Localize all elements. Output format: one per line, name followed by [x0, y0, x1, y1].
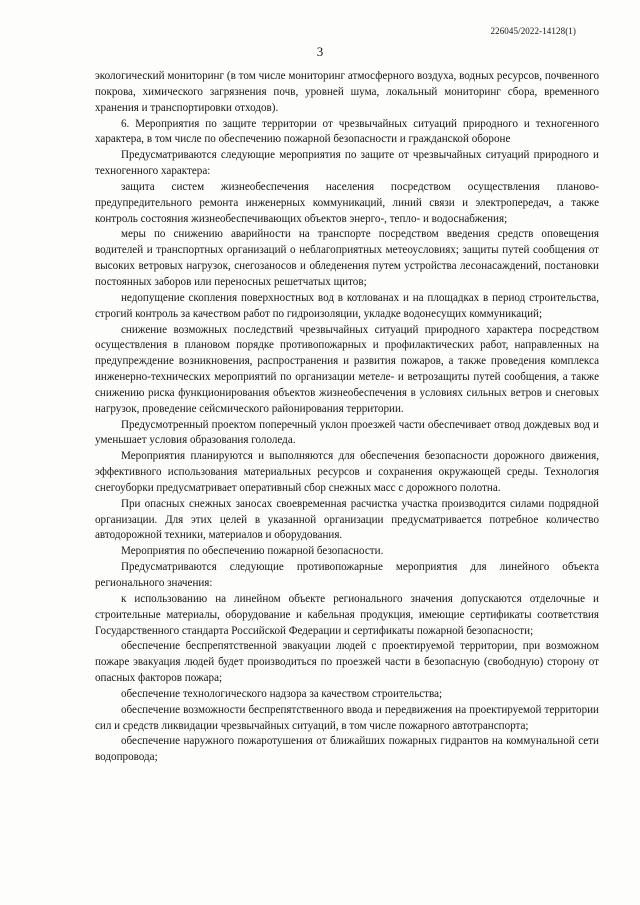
document-body	[95, 69, 599, 766]
paragraph: обеспечение беспрепятственной эвакуации людей с проектируемой территории, при возможном пожаре эвакуация людей будет производиться по проезжей части в безопасную (свободную) сторону от опасных факторов пожара;	[95, 640, 599, 685]
paragraph: Предусматриваются следующие мероприятия по защите от чрезвычайных ситуаций природного и техногенного характера:	[95, 149, 599, 178]
paragraph: Мероприятия планируются и выполняются для обеспечения безопасности дорожного движения, эффективного использования материальных ресурсов и сохранения окружающей среды. Технология снегоуборки предусматривает оперативный сбор снежных масс с дорожного полотна.	[95, 450, 599, 494]
paragraph: обеспечение возможности беспрепятственного ввода и передвижения на проектируемой территории сил и средств ликвидации чрезвычайных ситуаций, в том числе пожарного автотранспорта;	[95, 703, 599, 732]
paragraph-continuation: экологический мониторинг (в том числе мониторинг атмосферного воздуха, водных ресурсов, почвенного покрова, химического загрязнения почв, уровней шума, локальный мониторинг сбора, временного хранения и транспортировки отходов).	[95, 70, 599, 114]
page-number: 3	[316, 44, 324, 59]
paragraph: меры по снижению аварийности на транспорте посредством введения средств оповещения водителей и транспортных организаций о неблагоприятных метеоусловиях; защиты путей сообщения от высоких ветровых нагрузок, снегозаносов и обледенения путем устройства лесонасаждений, постановки постоянных заборов или переносных решетчатых щитов;	[95, 228, 599, 288]
paragraph: обеспечение технологического надзора за качеством строительства;	[121, 687, 443, 700]
section-heading: 6. Мероприятия по защите территории от чрезвычайных ситуаций природного и техногенного характера, в том числе по обеспечению пожарной безопасности и гражданской обороне	[95, 117, 599, 146]
paragraph: обеспечение наружного пожаротушения от ближайших пожарных гидрантов на коммунальной сети водопровода;	[95, 735, 599, 764]
paragraph: Предусматриваются следующие противопожарные мероприятия для линейного объекта регионального значения:	[95, 561, 599, 589]
paragraph: снижение возможных последствий чрезвычайных ситуаций природного характера посредством осуществления в плановом порядке противопожарных и профилактических работ, направленных на предупреждение возникновения, распространения и развития пожаров, а также проведения комплекса инженерно-технических мероприятий по организации метеле- и ветрозащиты путей сообщения, а также снижению риска функционирования объектов жизнеобеспечения в условиях сильных ветров и снеговых нагрузок, проведение сейсмического районирования территории.	[95, 323, 599, 415]
paragraph: При опасных снежных заносах своевременная расчистка участка производится силами подрядной организации. Для этих целей в указанной организации предусматривается потребное количество автодорожной техники, материалов и оборудования.	[95, 497, 599, 542]
paragraph: защита систем жизнеобеспечения населения посредством осуществления планово-предупредительного ремонта инженерных коммуникаций, линий связи и электропередач, а также контроль состояния жизнеобеспечивающих объектов энерго-, тепло- и водоснабжения;	[95, 180, 599, 225]
paragraph: недопущение скопления поверхностных вод в котлованах и на площадках в период строительства, строгий контроль за качеством работ по гидроизоляции, укладке водонесущих коммуникаций;	[95, 291, 599, 320]
subsection-heading: Мероприятия по обеспечению пожарной безопасности.	[121, 545, 384, 558]
document-id: 226045/2022-14128(1)	[490, 26, 576, 36]
paragraph: Предусмотренный проектом поперечный уклон проезжей части обеспечивает отвод дождевых вод и уменьшает условия образования гололеда.	[95, 418, 599, 447]
paragraph: к использованию на линейном объекте регионального значения допускаются отделочные и строительные материалы, оборудование и кабельная продукция, имеющие сертификаты соответствия Государственного стандарта Российской Федерации и сертификаты пожарной безопасности;	[95, 592, 599, 637]
